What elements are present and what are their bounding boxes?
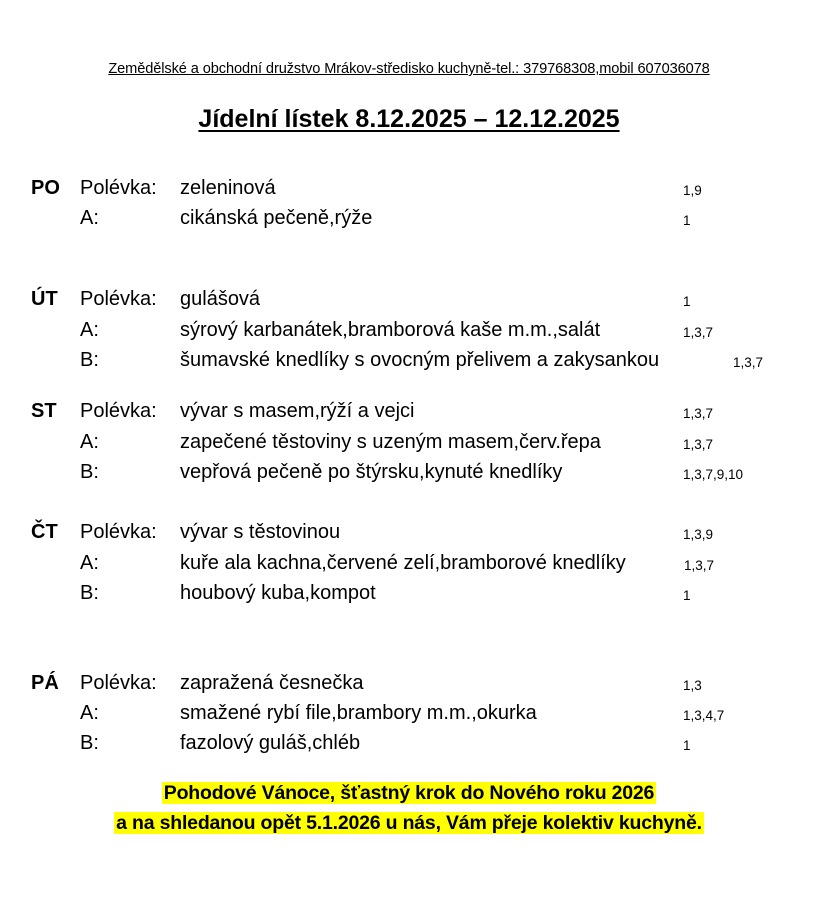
allergens: 1,3 — [683, 678, 702, 693]
row-label: Polévka: — [80, 521, 157, 543]
allergens: 1,3,7,9,10 — [683, 467, 744, 482]
highlighted-text: Pohodové Vánoce, šťastný krok do Nového roku 2026 — [163, 782, 655, 804]
page-title: Jídelní lístek 8.12.2025 – 12.12.2025 — [198, 105, 620, 133]
row-label: A: — [80, 552, 99, 574]
dish-name: houbový kuba,kompot — [180, 582, 376, 604]
dish-name: vývar s masem,rýží a vejci — [180, 400, 415, 422]
allergens: 1 — [683, 294, 691, 309]
allergens: 1 — [683, 213, 691, 228]
row-label: B: — [80, 732, 99, 754]
allergens: 1,3,7 — [683, 437, 714, 452]
row-label: Polévka: — [80, 400, 157, 422]
row-label: Polévka: — [80, 672, 157, 694]
allergens: 1,3,7 — [733, 355, 764, 370]
dish-name: zapražená česnečka — [180, 672, 364, 694]
footer-greeting-line-1 — [0, 782, 818, 805]
dish-name: fazolový guláš,chléb — [180, 732, 361, 754]
row-label: A: — [80, 207, 99, 229]
allergens: 1,9 — [683, 183, 702, 198]
row-label: A: — [80, 702, 99, 724]
footer-greeting-line-2 — [0, 812, 818, 835]
day-label: ST — [31, 400, 57, 422]
allergens: 1,3,4,7 — [683, 708, 725, 723]
dish-name: šumavské knedlíky s ovocným přelivem a zakysankou — [180, 349, 660, 371]
allergens: 1 — [683, 588, 691, 603]
dish-name: vývar s těstovinou — [180, 521, 341, 543]
row-label: B: — [80, 582, 99, 604]
allergens: 1,3,7 — [683, 406, 714, 421]
row-label: A: — [80, 319, 99, 341]
row-label: Polévka: — [80, 177, 157, 199]
row-label: B: — [80, 349, 99, 371]
row-label: Polévka: — [80, 288, 157, 310]
dish-name: vepřová pečeně po štýrsku,kynuté knedlíky — [180, 461, 563, 483]
dish-name: gulášová — [180, 288, 261, 310]
day-label: PO — [31, 177, 60, 199]
dish-name: kuře ala kachna,červené zelí,bramborové knedlíky — [180, 552, 626, 574]
allergens: 1,3,7 — [683, 325, 714, 340]
row-label: B: — [80, 461, 99, 483]
dish-name: zeleninová — [180, 177, 276, 199]
day-label: ÚT — [31, 288, 58, 310]
allergens: 1,3,7 — [684, 558, 715, 573]
highlighted-text: a na shledanou opět 5.1.2026 u nás, Vám přeje kolektiv kuchyně. — [116, 812, 702, 834]
header-contact-line: Zemědělské a obchodní družstvo Mrákov-středisko kuchyně-tel.: 379768308,mobil 607036078 — [108, 61, 710, 77]
day-label: ČT — [31, 521, 58, 543]
dish-name: zapečené těstoviny s uzeným masem,červ.řepa — [180, 431, 601, 453]
dish-name: smažené rybí file,brambory m.m.,okurka — [180, 702, 537, 724]
allergens: 1,3,9 — [683, 527, 714, 542]
dish-name: sýrový karbanátek,bramborová kaše m.m.,salát — [180, 319, 601, 341]
dish-name: cikánská pečeně,rýže — [180, 207, 373, 229]
day-label: PÁ — [31, 672, 59, 694]
row-label: A: — [80, 431, 99, 453]
allergens: 1 — [683, 738, 691, 753]
